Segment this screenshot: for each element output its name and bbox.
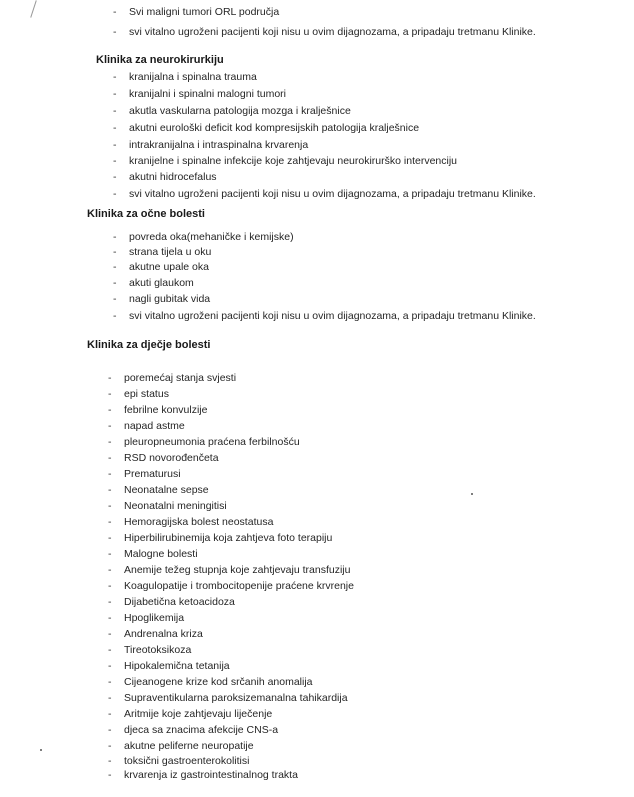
list-item: - akutne peliferne neuropatije: [108, 740, 254, 752]
list-item-text: kranijelne i spinalne infekcije koje zahtjevaju neurokirurško intervenciju: [129, 155, 458, 167]
list-item-text: krvarenja iz gastrointestinalnog trakta: [124, 769, 298, 781]
scan-speck: [471, 493, 473, 495]
list-item: - strana tijela u oku: [113, 246, 212, 258]
list-item-text: Tireotoksikoza: [124, 644, 192, 656]
list-item: - akuti glaukom: [113, 277, 194, 289]
list-item-text: febrilne konvulzije: [124, 404, 208, 416]
section-heading-pediatrics: Klinika za dječje bolesti: [87, 339, 211, 351]
list-item: - intrakranijalna i intraspinalna krvarenja: [113, 139, 309, 151]
list-item: - akutni eurološki deficit kod kompresijskih patologija kralješnice: [113, 122, 420, 134]
list-item: - kranijalna i spinalna trauma: [113, 71, 257, 83]
list-item: - Hipokalemična tetanija: [108, 660, 230, 672]
list-item: - kranijalni i spinalni malogni tumori: [113, 88, 286, 100]
list-item-text: Malogne bolesti: [124, 548, 198, 560]
list-item-text: Supraventikularna paroksizemanalna tahikardija: [124, 692, 348, 704]
list-item: - Neonatalne sepse: [108, 484, 209, 496]
list-item: - napad astme: [108, 420, 185, 432]
list-item: - akutla vaskularna patologija mozga i kralješnice: [113, 105, 351, 117]
list-item-text: RSD novorođenčeta: [124, 452, 219, 464]
list-item-text: kranijalni i spinalni malogni tumori: [129, 88, 286, 100]
list-item: - Neonatalni meningitisi: [108, 500, 227, 512]
list-item: - poremećaj stanja svjesti: [108, 372, 237, 384]
list-item-text: kranijalna i spinalna trauma: [129, 71, 257, 83]
list-item-text: akutla vaskularna patologija mozga i kralješnice: [129, 105, 351, 117]
list-item: - povreda oka(mehaničke i kemijske): [113, 231, 294, 243]
list-item: - Dijabetična ketoacidoza: [108, 596, 235, 608]
list-item: - svi vitalno ugroženi pacijenti koji nisu u ovim dijagnozama, a pripadaju tretmanu Klinike.: [113, 188, 536, 200]
list-item-text: Prematurusi: [124, 468, 181, 480]
list-item-text: akuti glaukom: [129, 277, 194, 289]
list-item-text: Svi maligni tumori ORL područja: [129, 6, 280, 18]
list-item-text: Cijeanogene krize kod srčanih anomalija: [124, 676, 313, 688]
list-item: - Andrenalna kriza: [108, 628, 203, 640]
list-item: - akutni hidrocefalus: [113, 171, 217, 183]
list-item: - Supraventikularna paroksizemanalna tahikardija: [108, 692, 348, 704]
list-item-text: Hemoragijska bolest neostatusa: [124, 516, 274, 528]
list-item: - djeca sa znacima afekcije CNS-a: [108, 724, 279, 736]
list-item-text: Hpoglikemija: [124, 612, 185, 624]
list-item: - nagli gubitak vida: [113, 293, 211, 305]
list-item-text: napad astme: [124, 420, 185, 432]
list-item-text: Hiperbilirubinemija koja zahtjeva foto terapiju: [124, 532, 333, 544]
scan-speck: [40, 749, 42, 751]
list-item-text: strana tijela u oku: [129, 246, 212, 258]
list-item: - Koagulopatije i trombocitopenije praćene krvrenje: [108, 580, 354, 592]
section-heading-neurosurgery: Klinika za neurokirurkiju: [96, 54, 224, 66]
list-item: - Tireotoksikoza: [108, 644, 192, 656]
list-item: - Svi maligni tumori ORL područja: [113, 6, 280, 18]
list-item-text: poremećaj stanja svjesti: [124, 372, 237, 384]
list-item-text: toksični gastroenterokolitisi: [124, 755, 250, 767]
list-item: - febrilne konvulzije: [108, 404, 208, 416]
list-item: - RSD novorođenčeta: [108, 452, 219, 464]
section-heading-ophthalmology: Klinika za očne bolesti: [87, 208, 205, 220]
list-item: - Hemoragijska bolest neostatusa: [108, 516, 274, 528]
list-item: - Hiperbilirubinemija koja zahtjeva foto terapiju: [108, 532, 333, 544]
list-item-text: svi vitalno ugroženi pacijenti koji nisu u ovim dijagnozama, a pripadaju tretmanu Klinike.: [129, 188, 536, 200]
list-item: - Cijeanogene krize kod srčanih anomalija: [108, 676, 313, 688]
list-item-text: epi status: [124, 388, 169, 400]
list-item: - epi status: [108, 388, 169, 400]
list-item-text: Dijabetična ketoacidoza: [124, 596, 235, 608]
list-item: - Anemije težeg stupnja koje zahtjevaju transfuziju: [108, 564, 351, 576]
list-item: - Prematurusi: [108, 468, 181, 480]
list-item-text: akutni eurološki deficit kod kompresijskih patologija kralješnice: [129, 122, 420, 134]
list-item-text: nagli gubitak vida: [129, 293, 211, 305]
list-item-text: Anemije težeg stupnja koje zahtjevaju transfuziju: [124, 564, 351, 576]
list-item-text: pleuropneumonia praćena ferbilnošću: [124, 436, 300, 448]
list-item-text: Hipokalemična tetanija: [124, 660, 230, 672]
list-item-text: akutne upale oka: [129, 261, 209, 273]
list-item: - krvarenja iz gastrointestinalnog trakta: [108, 769, 298, 781]
list-item-text: Koagulopatije i trombocitopenije praćene krvrenje: [124, 580, 354, 592]
list-item-text: svi vitalno ugroženi pacijenti koji nisu u ovim dijagnozama, a pripadaju tretmanu Klinike.: [129, 310, 536, 322]
list-item: - svi vitalno ugroženi pacijenti koji nisu u ovim dijagnozama, a pripadaju tretmanu Klinike.: [113, 310, 536, 322]
list-item: - pleuropneumonia praćena ferbilnošću: [108, 436, 300, 448]
list-item-text: djeca sa znacima afekcije CNS-a: [124, 724, 279, 736]
list-item: - Aritmije koje zahtjevaju liječenje: [108, 708, 273, 720]
list-item: - Malogne bolesti: [108, 548, 198, 560]
list-item-text: akutni hidrocefalus: [129, 171, 217, 183]
list-item-text: Neonatalni meningitisi: [124, 500, 227, 512]
list-item-text: povreda oka(mehaničke i kemijske): [129, 231, 294, 243]
list-item-text: intrakranijalna i intraspinalna krvarenja: [129, 139, 309, 151]
list-item-text: Neonatalne sepse: [124, 484, 209, 496]
list-item-text: Andrenalna kriza: [124, 628, 203, 640]
scan-scratch-mark: [30, 0, 37, 17]
list-item: - Hpoglikemija: [108, 612, 185, 624]
list-item: - svi vitalno ugroženi pacijenti koji nisu u ovim dijagnozama, a pripadaju tretmanu Klinike.: [113, 26, 536, 38]
list-item: - kranijelne i spinalne infekcije koje zahtjevaju neurokirurško intervenciju: [113, 155, 458, 167]
list-item: - akutne upale oka: [113, 261, 209, 273]
list-item: - toksični gastroenterokolitisi: [108, 755, 250, 767]
list-item-text: akutne peliferne neuropatije: [124, 740, 254, 752]
list-item-text: Aritmije koje zahtjevaju liječenje: [124, 708, 273, 720]
list-item-text: svi vitalno ugroženi pacijenti koji nisu u ovim dijagnozama, a pripadaju tretmanu Klinike.: [129, 26, 536, 38]
